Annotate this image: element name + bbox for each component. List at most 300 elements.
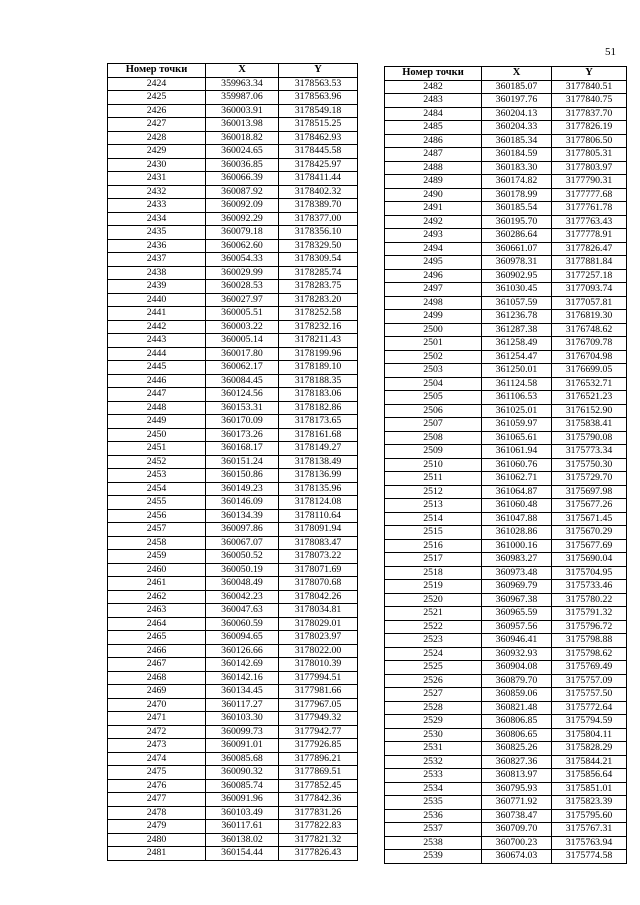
cell-x: 360185.34	[482, 134, 552, 148]
cell-x: 360195.70	[482, 215, 552, 229]
table-row	[385, 337, 627, 351]
table-row	[108, 307, 358, 321]
cell-x: 361236.78	[482, 310, 552, 324]
cell-y: 3177831.26	[279, 806, 358, 820]
cell-y: 3178091.94	[279, 523, 358, 537]
cell-y: 3175704.95	[552, 566, 627, 580]
table-row	[385, 377, 627, 391]
cell-point-number: 2520	[385, 593, 482, 607]
cell-x: 360085.74	[206, 779, 279, 793]
cell-point-number: 2504	[385, 377, 482, 391]
cell-x: 360094.65	[206, 631, 279, 645]
table-row	[385, 215, 627, 229]
table-row	[108, 293, 358, 307]
cell-point-number: 2499	[385, 310, 482, 324]
cell-point-number: 2507	[385, 418, 482, 432]
cell-point-number: 2530	[385, 728, 482, 742]
cell-y: 3178515.25	[279, 118, 358, 132]
cell-y: 3177881.84	[552, 256, 627, 270]
cell-y: 3177896.21	[279, 752, 358, 766]
cell-x: 360173.26	[206, 428, 279, 442]
cell-x: 361047.88	[482, 512, 552, 526]
cell-x: 360017.80	[206, 347, 279, 361]
cell-y: 3178285.74	[279, 266, 358, 280]
table-row	[385, 701, 627, 715]
cell-y: 3176532.71	[552, 377, 627, 391]
cell-point-number: 2459	[108, 550, 206, 564]
cell-y: 3175798.88	[552, 634, 627, 648]
cell-y: 3175838.41	[552, 418, 627, 432]
cell-y: 3177926.85	[279, 739, 358, 753]
cell-y: 3177803.97	[552, 161, 627, 175]
table-row	[108, 577, 358, 591]
cell-point-number: 2483	[385, 94, 482, 108]
cell-point-number: 2461	[108, 577, 206, 591]
cell-x: 360142.69	[206, 658, 279, 672]
cell-x: 360024.65	[206, 145, 279, 159]
cell-y: 3178034.81	[279, 604, 358, 618]
cell-point-number: 2432	[108, 185, 206, 199]
table-row	[385, 404, 627, 418]
cell-x: 360813.97	[482, 769, 552, 783]
cell-y: 3178252.58	[279, 307, 358, 321]
cell-x: 360066.39	[206, 172, 279, 186]
table-row	[385, 755, 627, 769]
cell-point-number: 2513	[385, 499, 482, 513]
table-row	[108, 563, 358, 577]
table-row	[108, 536, 358, 550]
cell-x: 359987.06	[206, 91, 279, 105]
cell-x: 360709.70	[482, 823, 552, 837]
cell-y: 3177852.45	[279, 779, 358, 793]
cell-point-number: 2508	[385, 431, 482, 445]
table-row	[385, 256, 627, 270]
table-row	[385, 418, 627, 432]
cell-x: 361061.94	[482, 445, 552, 459]
table-row	[108, 280, 358, 294]
table-row	[385, 472, 627, 486]
table-row	[385, 647, 627, 661]
table-row	[385, 161, 627, 175]
cell-y: 3178124.08	[279, 496, 358, 510]
table-row	[108, 698, 358, 712]
cell-x: 361124.58	[482, 377, 552, 391]
page-number: 51	[605, 46, 616, 58]
table-row	[108, 604, 358, 618]
cell-x: 360879.70	[482, 674, 552, 688]
table-row	[385, 364, 627, 378]
table-row	[108, 212, 358, 226]
cell-y: 3178402.32	[279, 185, 358, 199]
cell-x: 360821.48	[482, 701, 552, 715]
cell-point-number: 2433	[108, 199, 206, 213]
table-row	[385, 850, 627, 864]
cell-y: 3178356.10	[279, 226, 358, 240]
cell-y: 3175796.72	[552, 620, 627, 634]
table-row	[108, 91, 358, 105]
column-header-y: Y	[552, 67, 627, 81]
cell-point-number: 2534	[385, 782, 482, 796]
cell-point-number: 2475	[108, 766, 206, 780]
cell-point-number: 2505	[385, 391, 482, 405]
table-row	[385, 769, 627, 783]
cell-x: 360738.47	[482, 809, 552, 823]
cell-x: 360150.86	[206, 469, 279, 483]
cell-y: 3175750.30	[552, 458, 627, 472]
table-row	[108, 550, 358, 564]
cell-point-number: 2434	[108, 212, 206, 226]
table-row	[108, 374, 358, 388]
cell-point-number: 2429	[108, 145, 206, 159]
cell-point-number: 2491	[385, 202, 482, 216]
cell-point-number: 2516	[385, 539, 482, 553]
table-row	[385, 742, 627, 756]
table-row	[385, 688, 627, 702]
cell-point-number: 2498	[385, 296, 482, 310]
cell-x: 361254.47	[482, 350, 552, 364]
cell-x: 360932.93	[482, 647, 552, 661]
cell-x: 360087.92	[206, 185, 279, 199]
table-row	[385, 823, 627, 837]
cell-point-number: 2469	[108, 685, 206, 699]
cell-point-number: 2467	[108, 658, 206, 672]
cell-point-number: 2532	[385, 755, 482, 769]
cell-y: 3178199.96	[279, 347, 358, 361]
cell-x: 360967.38	[482, 593, 552, 607]
cell-x: 360085.68	[206, 752, 279, 766]
cell-x: 360079.18	[206, 226, 279, 240]
cell-point-number: 2443	[108, 334, 206, 348]
table-row	[108, 428, 358, 442]
cell-y: 3178563.96	[279, 91, 358, 105]
cell-point-number: 2466	[108, 644, 206, 658]
cell-y: 3178211.43	[279, 334, 358, 348]
cell-y: 3175697.98	[552, 485, 627, 499]
table-row	[385, 782, 627, 796]
cell-y: 3175774.58	[552, 850, 627, 864]
cell-x: 361057.59	[482, 296, 552, 310]
cell-point-number: 2442	[108, 320, 206, 334]
cell-point-number: 2428	[108, 131, 206, 145]
cell-point-number: 2519	[385, 580, 482, 594]
cell-y: 3178135.96	[279, 482, 358, 496]
table-row	[108, 496, 358, 510]
cell-x: 360806.65	[482, 728, 552, 742]
cell-x: 360151.24	[206, 455, 279, 469]
table-row	[108, 347, 358, 361]
cell-y: 3178283.75	[279, 280, 358, 294]
table-row	[385, 458, 627, 472]
table-row	[108, 320, 358, 334]
cell-point-number: 2497	[385, 283, 482, 297]
cell-point-number: 2460	[108, 563, 206, 577]
cell-point-number: 2481	[108, 847, 206, 861]
cell-y: 3177994.51	[279, 671, 358, 685]
cell-x: 360902.95	[482, 269, 552, 283]
cell-y: 3176709.78	[552, 337, 627, 351]
table-row	[385, 296, 627, 310]
cell-point-number: 2514	[385, 512, 482, 526]
cell-y: 3177840.51	[552, 80, 627, 94]
table-row	[385, 391, 627, 405]
cell-y: 3178022.00	[279, 644, 358, 658]
cell-y: 3177057.81	[552, 296, 627, 310]
table-row	[385, 445, 627, 459]
cell-point-number: 2538	[385, 836, 482, 850]
table-row	[385, 175, 627, 189]
cell-y: 3177826.43	[279, 847, 358, 861]
column-header-point: Номер точки	[108, 64, 206, 78]
cell-point-number: 2511	[385, 472, 482, 486]
table-row	[385, 148, 627, 162]
cell-point-number: 2528	[385, 701, 482, 715]
cell-point-number: 2487	[385, 148, 482, 162]
cell-point-number: 2533	[385, 769, 482, 783]
table-row	[108, 779, 358, 793]
cell-y: 3177763.43	[552, 215, 627, 229]
cell-x: 361030.45	[482, 283, 552, 297]
cell-y: 3178189.10	[279, 361, 358, 375]
table-row	[108, 131, 358, 145]
cell-x: 360185.54	[482, 202, 552, 216]
cell-x: 361060.76	[482, 458, 552, 472]
cell-y: 3178029.01	[279, 617, 358, 631]
cell-point-number: 2446	[108, 374, 206, 388]
cell-y: 3175733.46	[552, 580, 627, 594]
cell-y: 3175794.59	[552, 715, 627, 729]
cell-point-number: 2524	[385, 647, 482, 661]
cell-y: 3177967.05	[279, 698, 358, 712]
cell-y: 3176819.30	[552, 310, 627, 324]
cell-point-number: 2474	[108, 752, 206, 766]
cell-y: 3178389.70	[279, 199, 358, 213]
table-row	[108, 671, 358, 685]
cell-y: 3177837.70	[552, 107, 627, 121]
cell-y: 3175729.70	[552, 472, 627, 486]
cell-x: 360661.07	[482, 242, 552, 256]
cell-point-number: 2522	[385, 620, 482, 634]
cell-x: 360827.36	[482, 755, 552, 769]
table-row	[385, 715, 627, 729]
cell-point-number: 2435	[108, 226, 206, 240]
cell-x: 360204.13	[482, 107, 552, 121]
cell-y: 3177790.31	[552, 175, 627, 189]
table-row	[108, 482, 358, 496]
cell-x: 360973.48	[482, 566, 552, 580]
cell-x: 360146.09	[206, 496, 279, 510]
cell-point-number: 2494	[385, 242, 482, 256]
cell-x: 360048.49	[206, 577, 279, 591]
cell-point-number: 2512	[385, 485, 482, 499]
cell-y: 3178042.26	[279, 590, 358, 604]
table-row	[385, 202, 627, 216]
cell-x: 361106.53	[482, 391, 552, 405]
table-row	[108, 725, 358, 739]
cell-x: 360097.86	[206, 523, 279, 537]
cell-y: 3177821.32	[279, 833, 358, 847]
cell-y: 3177826.47	[552, 242, 627, 256]
cell-point-number: 2495	[385, 256, 482, 270]
table-row	[108, 145, 358, 159]
cell-y: 3178010.39	[279, 658, 358, 672]
cell-point-number: 2484	[385, 107, 482, 121]
cell-y: 3176152.90	[552, 404, 627, 418]
cell-y: 3176699.05	[552, 364, 627, 378]
cell-x: 360050.52	[206, 550, 279, 564]
cell-x: 360184.59	[482, 148, 552, 162]
table-row	[108, 685, 358, 699]
table-row	[108, 820, 358, 834]
cell-point-number: 2473	[108, 739, 206, 753]
cell-x: 360983.27	[482, 553, 552, 567]
cell-y: 3178329.50	[279, 239, 358, 253]
table-row	[385, 229, 627, 243]
table-row	[385, 796, 627, 810]
cell-y: 3178136.99	[279, 469, 358, 483]
table-row	[385, 188, 627, 202]
cell-y: 3178161.68	[279, 428, 358, 442]
cell-y: 3178149.27	[279, 442, 358, 456]
table-header-row	[385, 67, 627, 81]
cell-x: 360204.33	[482, 121, 552, 135]
cell-x: 360168.17	[206, 442, 279, 456]
cell-point-number: 2521	[385, 607, 482, 621]
cell-point-number: 2462	[108, 590, 206, 604]
cell-x: 360795.93	[482, 782, 552, 796]
cell-point-number: 2489	[385, 175, 482, 189]
cell-point-number: 2457	[108, 523, 206, 537]
table-row	[385, 431, 627, 445]
cell-y: 3177806.50	[552, 134, 627, 148]
cell-y: 3175791.32	[552, 607, 627, 621]
cell-y: 3175790.08	[552, 431, 627, 445]
cell-y: 3177093.74	[552, 283, 627, 297]
cell-y: 3175767.31	[552, 823, 627, 837]
cell-y: 3175804.11	[552, 728, 627, 742]
cell-point-number: 2458	[108, 536, 206, 550]
cell-point-number: 2453	[108, 469, 206, 483]
cell-y: 3177822.83	[279, 820, 358, 834]
table-row	[385, 553, 627, 567]
table-row	[385, 593, 627, 607]
cell-x: 360969.79	[482, 580, 552, 594]
table-row	[108, 806, 358, 820]
cell-x: 360092.09	[206, 199, 279, 213]
table-row	[108, 644, 358, 658]
cell-y: 3175773.34	[552, 445, 627, 459]
table-row	[385, 350, 627, 364]
cell-y: 3178549.18	[279, 104, 358, 118]
cell-x: 360197.76	[482, 94, 552, 108]
cell-x: 360090.32	[206, 766, 279, 780]
cell-y: 3178283.20	[279, 293, 358, 307]
cell-point-number: 2463	[108, 604, 206, 618]
cell-point-number: 2482	[385, 80, 482, 94]
table-row	[385, 107, 627, 121]
cell-y: 3175798.62	[552, 647, 627, 661]
cell-x: 360092.29	[206, 212, 279, 226]
cell-x: 360103.30	[206, 712, 279, 726]
table-row	[385, 310, 627, 324]
cell-y: 3178182.86	[279, 401, 358, 415]
cell-x: 360042.23	[206, 590, 279, 604]
cell-point-number: 2431	[108, 172, 206, 186]
cell-x: 360178.99	[482, 188, 552, 202]
cell-point-number: 2496	[385, 269, 482, 283]
cell-y: 3175690.04	[552, 553, 627, 567]
cell-point-number: 2456	[108, 509, 206, 523]
cell-point-number: 2476	[108, 779, 206, 793]
table-row	[385, 580, 627, 594]
cell-point-number: 2440	[108, 293, 206, 307]
cell-y: 3175757.09	[552, 674, 627, 688]
cell-point-number: 2503	[385, 364, 482, 378]
cell-x: 360154.44	[206, 847, 279, 861]
cell-y: 3178563.53	[279, 77, 358, 91]
cell-y: 3177942.77	[279, 725, 358, 739]
table-row	[108, 239, 358, 253]
cell-x: 360700.23	[482, 836, 552, 850]
table-row	[108, 658, 358, 672]
cell-point-number: 2518	[385, 566, 482, 580]
column-header-x: X	[482, 67, 552, 81]
cell-x: 360060.59	[206, 617, 279, 631]
cell-x: 360124.56	[206, 388, 279, 402]
cell-y: 3176521.23	[552, 391, 627, 405]
cell-point-number: 2493	[385, 229, 482, 243]
cell-x: 360185.07	[482, 80, 552, 94]
table-row	[385, 566, 627, 580]
cell-point-number: 2500	[385, 323, 482, 337]
cell-x: 361025.01	[482, 404, 552, 418]
cell-point-number: 2447	[108, 388, 206, 402]
cell-y: 3175856.64	[552, 769, 627, 783]
cell-x: 360027.97	[206, 293, 279, 307]
cell-x: 360099.73	[206, 725, 279, 739]
column-header-point: Номер точки	[385, 67, 482, 81]
cell-y: 3175828.29	[552, 742, 627, 756]
cell-x: 361059.97	[482, 418, 552, 432]
coordinates-table-left	[107, 63, 358, 861]
cell-x: 361000.16	[482, 539, 552, 553]
cell-x: 360067.07	[206, 536, 279, 550]
table-row	[385, 620, 627, 634]
cell-y: 3178073.22	[279, 550, 358, 564]
table-row	[108, 415, 358, 429]
cell-point-number: 2438	[108, 266, 206, 280]
table-row	[108, 442, 358, 456]
cell-y: 3177777.68	[552, 188, 627, 202]
cell-x: 360134.39	[206, 509, 279, 523]
cell-point-number: 2470	[108, 698, 206, 712]
cell-point-number: 2526	[385, 674, 482, 688]
cell-y: 3178188.35	[279, 374, 358, 388]
cell-x: 361064.87	[482, 485, 552, 499]
cell-x: 360170.09	[206, 415, 279, 429]
column-header-x: X	[206, 64, 279, 78]
cell-x: 360957.56	[482, 620, 552, 634]
cell-point-number: 2527	[385, 688, 482, 702]
cell-x: 360153.31	[206, 401, 279, 415]
cell-point-number: 2441	[108, 307, 206, 321]
table-row	[385, 607, 627, 621]
cell-point-number: 2427	[108, 118, 206, 132]
cell-y: 3175763.94	[552, 836, 627, 850]
cell-y: 3175671.45	[552, 512, 627, 526]
cell-x: 360978.31	[482, 256, 552, 270]
cell-point-number: 2525	[385, 661, 482, 675]
cell-point-number: 2478	[108, 806, 206, 820]
